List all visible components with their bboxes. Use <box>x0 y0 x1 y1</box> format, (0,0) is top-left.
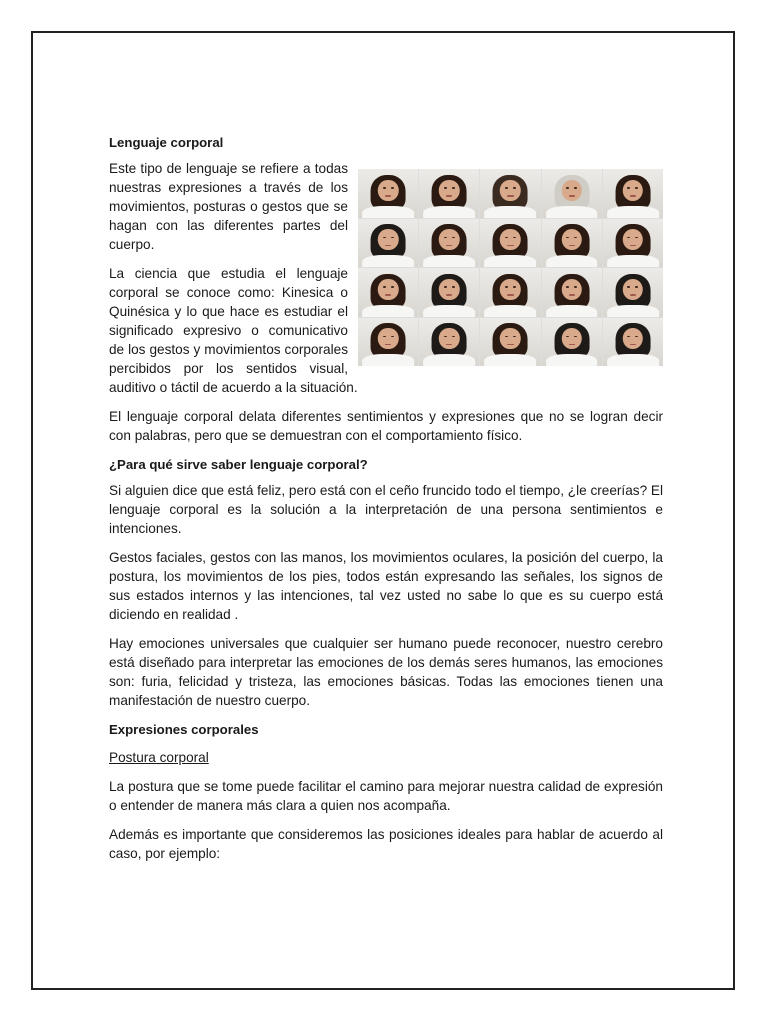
portrait-photo-19 <box>542 318 602 367</box>
portrait-photo-6 <box>358 219 418 268</box>
portrait-photo-3 <box>480 169 540 218</box>
portrait-photo-20 <box>603 318 663 367</box>
document-body <box>109 133 663 873</box>
paragraph-4: Si alguien dice que está feliz, pero está con el ceño fruncido todo el tiempo, ¿le creerías? El lenguaje corporal es la solución a la interpretación de una persona sentimientos e intenciones. <box>109 483 663 536</box>
heading-para-que-sirve: ¿Para qué sirve saber lenguaje corporal? <box>109 457 368 472</box>
document-page <box>31 31 735 990</box>
heading-expresiones-corporales: Expresiones corporales <box>109 722 259 737</box>
portrait-photo-11 <box>358 268 418 317</box>
portrait-photo-4 <box>542 169 602 218</box>
heading-lenguaje-corporal: Lenguaje corporal <box>109 135 224 150</box>
paragraph-5: Gestos faciales, gestos con las manos, los movimientos oculares, la posición del cuerpo, la postura, los movimientos de los pies, todos están expresando las señales, los signos de sus estados internos y las intenciones, tal vez usted no sabe lo que es su cuerpo está diciendo en realidad . <box>109 550 663 622</box>
portrait-photo-1 <box>358 169 418 218</box>
paragraph-3: El lenguaje corporal delata diferentes sentimientos y expresiones que no se logran decir con palabras, pero que se demuestran con el comportamiento físico. <box>109 409 663 443</box>
portrait-photo-18 <box>480 318 540 367</box>
paragraph-6: Hay emociones universales que cualquier ser humano puede reconocer, nuestro cerebro está diseñado para interpretar las emociones de los demás seres humanos, las emociones son: furia, felicidad y tristeza, las emociones básicas. Todas las emociones tienen una manifestación de nuestro cuerpo. <box>109 636 663 708</box>
portrait-photo-14 <box>542 268 602 317</box>
portrait-photo-16 <box>358 318 418 367</box>
portrait-photo-17 <box>419 318 479 367</box>
portrait-photo-10 <box>603 219 663 268</box>
subheading-postura-corporal: Postura corporal <box>109 750 209 765</box>
portrait-photo-2 <box>419 169 479 218</box>
portrait-photo-7 <box>419 219 479 268</box>
portrait-photo-13 <box>480 268 540 317</box>
paragraph-8: Además es importante que consideremos las posiciones ideales para hablar de acuerdo al caso, por ejemplo: <box>109 827 663 861</box>
paragraph-2: La ciencia que estudia el lenguaje corporal se conoce como: Kinesica o Quinésica y lo que hace es estudiar el significado expresivo o comunicativo de los gestos y movimientos corporales percibidos por los sentidos visual, auditivo o táctil de acuerdo a la situación. <box>109 266 358 395</box>
paragraph-7: La postura que se tome puede facilitar el camino para mejorar nuestra calidad de expresión o entender de manera más clara a quien nos acompaña. <box>109 779 663 813</box>
portrait-photo-5 <box>603 169 663 218</box>
paragraph-1: Este tipo de lenguaje se refiere a todas nuestras expresiones a través de los movimientos, posturas o gestos que se hagan con las diferentes partes del cuerpo. <box>109 161 348 252</box>
portrait-photo-8 <box>480 219 540 268</box>
portrait-photo-12 <box>419 268 479 317</box>
portrait-photo-15 <box>603 268 663 317</box>
facial-expressions-photo-grid <box>358 169 663 366</box>
portrait-photo-9 <box>542 219 602 268</box>
